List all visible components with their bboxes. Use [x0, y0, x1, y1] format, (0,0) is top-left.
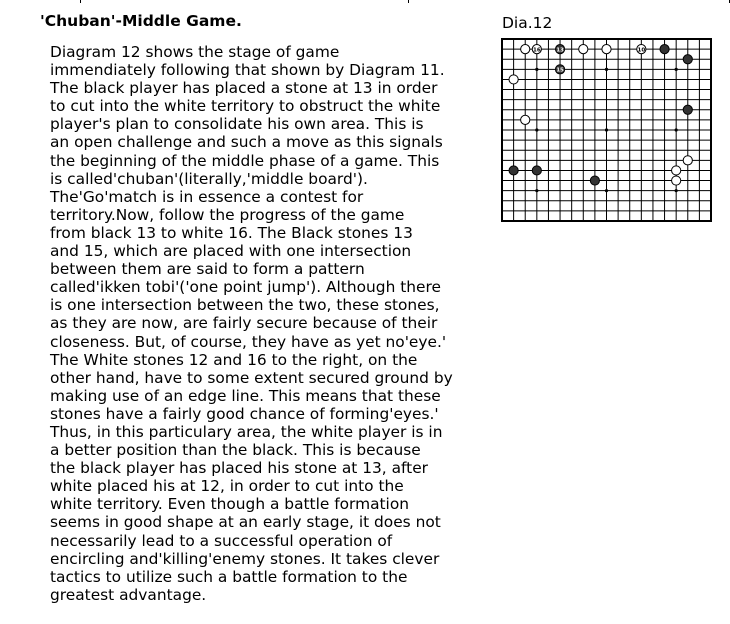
black-stone: [590, 176, 599, 185]
white-stone: [521, 45, 530, 54]
black-stone: [509, 166, 518, 175]
white-stone: [683, 156, 692, 165]
black-stone: [683, 105, 692, 114]
stone-number: 16: [533, 47, 541, 54]
stone-disc: [509, 166, 518, 175]
star-point: [675, 68, 678, 71]
black-stone: [555, 45, 564, 54]
go-board-diagram: [501, 38, 712, 222]
star-point: [675, 189, 678, 192]
stone-disc: [590, 176, 599, 185]
stone-disc: [602, 45, 611, 54]
star-point: [675, 128, 678, 131]
black-stone: [683, 55, 692, 64]
black-stone: [532, 166, 541, 175]
stone-number: 13: [556, 47, 564, 54]
stone-disc: [521, 115, 530, 124]
stone-disc: [532, 166, 541, 175]
white-stone: [637, 45, 646, 54]
stone-disc: [672, 176, 681, 185]
star-point: [535, 68, 538, 71]
stone-number: 15: [556, 67, 564, 74]
white-stone: [602, 45, 611, 54]
star-point: [535, 189, 538, 192]
white-stone: [672, 176, 681, 185]
stone-number: 10: [637, 47, 646, 54]
stone-disc: [683, 156, 692, 165]
article-body: Diagram 12 shows the stage of game immendiately following that shown by Diagram 11. The black player has placed a stone at 13 in order to cut into the white territory to obstruct the white player's plan to consolidate his own area. This is an open challenge and such a move as this signals the beginning of the middle phase of a game. This is called'chuban'(literally,'middle board'). The'Go'match is in essence a contest for territory.Now, follow the progress of the game from black 13 to white 16. The Black stones 13 and 15, which are placed with one intersection between them are said to form a pattern called'ikken tobi'('one point jump'). Although there is one intersection between the two, these stones, as they are now, are fairly secure because of their closeness. But, of course, they have as yet no'eye.' The White stones 12 and 16 to the right, on the other hand, have to some extent secured ground by making use of an edge line. This means that these stones have a fairly good chance of forming'eyes.' Thus, in this particulary area, the white player is in a better position than the black. This is because the black player has placed his stone at 13, after white placed his at 12, in order to cut into the white territory. Even though a battle formation seems in good shape at an early stage, it does not necessarily lead to a successful operation of encircling and'killing'enemy stones. It takes clever tactics to utilize such a battle formation to the greatest advantage.: [50, 43, 453, 604]
stone-disc: [660, 45, 669, 54]
white-stone: [579, 45, 588, 54]
star-point: [605, 128, 608, 131]
star-point: [605, 68, 608, 71]
stone-disc: [683, 55, 692, 64]
diagram-label: Dia.12: [502, 14, 553, 32]
star-point: [605, 189, 608, 192]
white-stone: [521, 115, 530, 124]
stone-disc: [683, 105, 692, 114]
star-point: [535, 128, 538, 131]
top-border-marks: [0, 0, 730, 3]
stone-disc: [509, 75, 518, 84]
black-stone: [555, 65, 564, 74]
article-title: 'Chuban'-Middle Game.: [40, 12, 242, 30]
stone-disc: [672, 166, 681, 175]
stone-disc: [579, 45, 588, 54]
white-stone: [532, 45, 541, 54]
white-stone: [672, 166, 681, 175]
stone-disc: [521, 45, 530, 54]
white-stone: [509, 75, 518, 84]
black-stone: [660, 45, 669, 54]
